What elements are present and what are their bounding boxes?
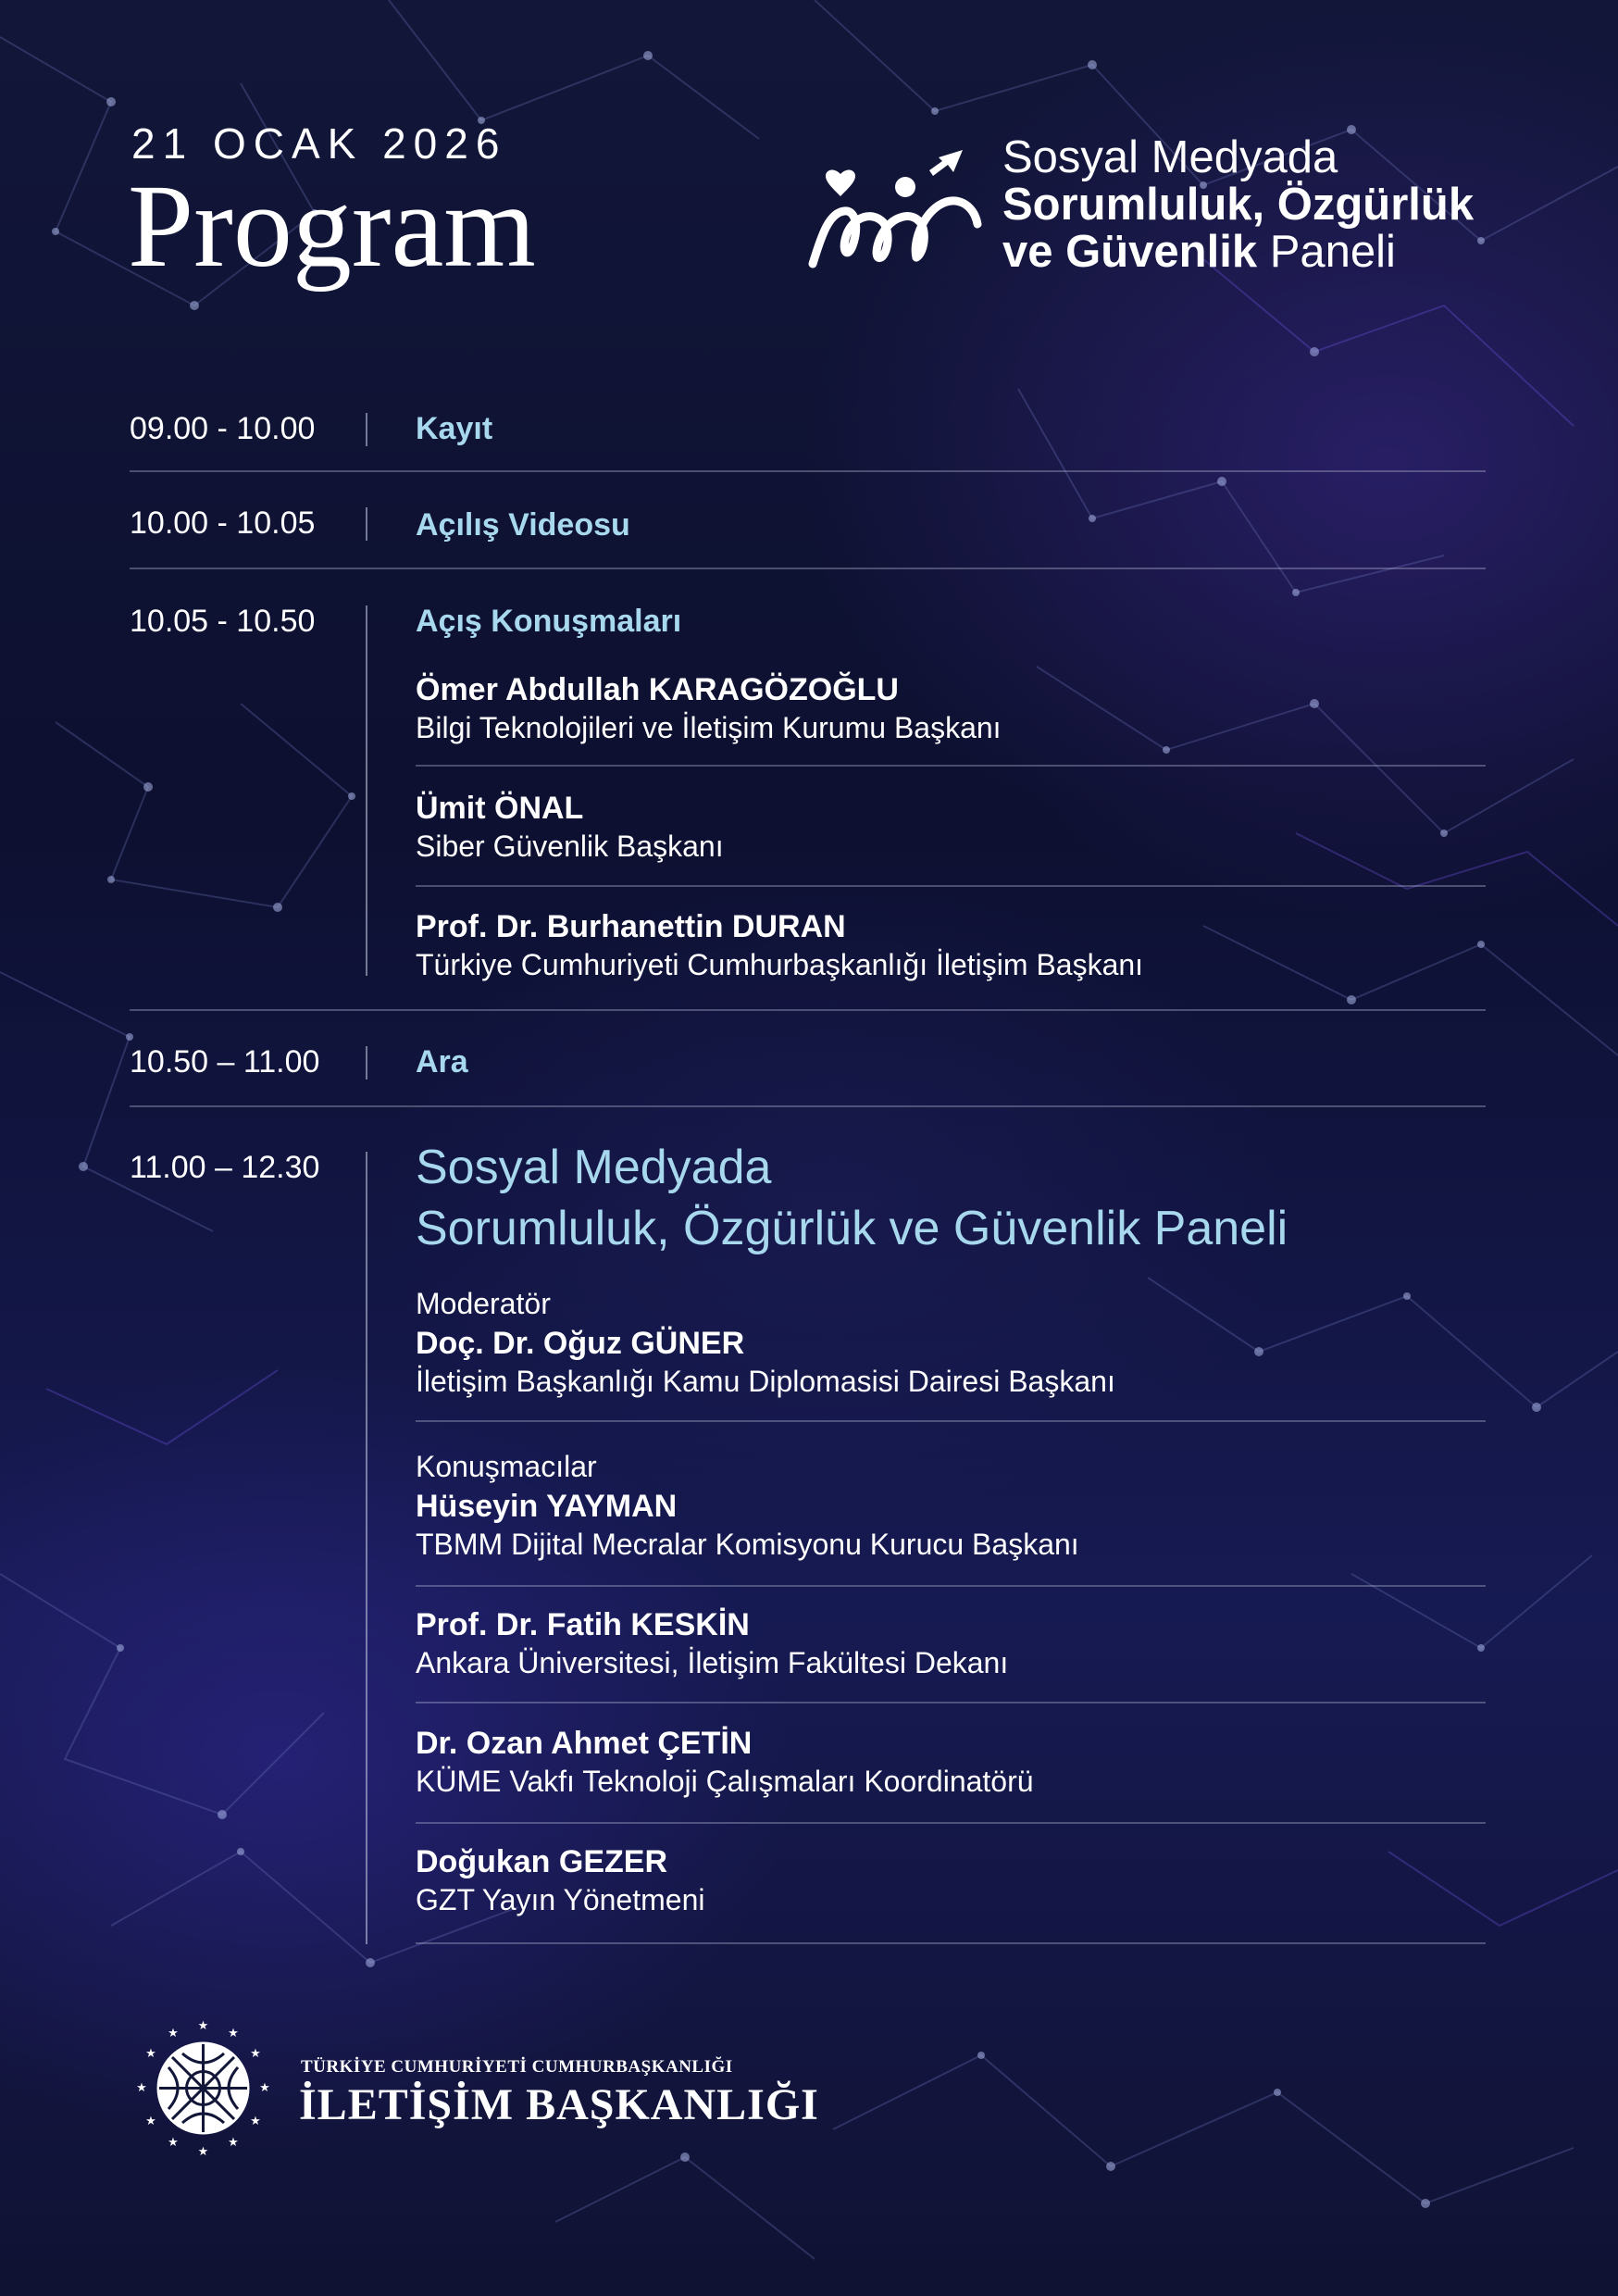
svg-text:★: ★	[168, 2136, 179, 2150]
speaker-name: Prof. Dr. Fatih KESKİN	[416, 1607, 750, 1642]
session-divider	[366, 605, 367, 976]
logo-line-3-light: Paneli	[1269, 227, 1396, 277]
session-time-kayit: 09.00 - 10.00	[130, 411, 316, 446]
speaker-rule	[416, 1822, 1486, 1824]
speaker-rule	[416, 765, 1486, 767]
section-rule	[130, 1105, 1486, 1107]
speaker-role: Türkiye Cumhuriyeti Cumhurbaşkanlığı İletişim Başkanı	[416, 948, 1144, 981]
speaker-name: Ömer Abdullah KARAGÖZOĞLU	[416, 672, 899, 707]
speaker-role: Siber Güvenlik Başkanı	[416, 830, 724, 863]
svg-text:★: ★	[197, 2145, 209, 2159]
speaker-role: GZT Yayın Yönetmeni	[416, 1883, 705, 1916]
svg-text:★: ★	[145, 2115, 156, 2128]
session-divider	[366, 1152, 367, 1944]
iletisim-emblem-icon	[131, 2016, 275, 2160]
session-time-konusmalar: 10.05 - 10.50	[130, 604, 316, 639]
svg-text:★: ★	[250, 2115, 261, 2128]
speaker-name: Prof. Dr. Burhanettin DURAN	[416, 909, 846, 944]
session-time-acilis: 10.00 - 10.05	[130, 505, 316, 541]
svg-text:★: ★	[228, 2027, 239, 2040]
speaker-role: KÜME Vakfı Teknoloji Çalışmaları Koordinatörü	[416, 1765, 1034, 1798]
section-rule	[130, 1009, 1486, 1011]
moderator-role: İletişim Başkanlığı Kamu Diplomasisi Dairesi Başkanı	[416, 1365, 1115, 1398]
speaker-rule	[416, 1942, 1486, 1944]
session-title-kayit: Kayıt	[416, 411, 493, 446]
session-divider	[366, 413, 367, 446]
event-date: 21 OCAK 2026	[131, 119, 507, 168]
speaker-name: Hüseyin YAYMAN	[416, 1489, 678, 1524]
speaker-rule	[416, 1702, 1486, 1703]
logo-line-3-bold: ve Güvenlik	[1002, 227, 1258, 277]
logo-line-2: Sorumluluk, Özgürlük	[1002, 180, 1475, 230]
section-rule	[130, 470, 1486, 472]
speaker-rule	[416, 1420, 1486, 1422]
svg-text:★: ★	[168, 2027, 179, 2040]
moderator-heading: Moderatör	[416, 1287, 551, 1320]
section-rule	[130, 568, 1486, 569]
page-title: Program	[128, 160, 536, 292]
panel-title-line-2: Sorumluluk, Özgürlük ve Güvenlik Paneli	[416, 1202, 1288, 1255]
session-title-konusmalar: Açış Konuşmaları	[416, 604, 682, 639]
panel-logo-text	[1002, 134, 1474, 276]
session-divider	[366, 507, 367, 541]
logo-line-3	[1002, 229, 1474, 276]
speaker-role: TBMM Dijital Mecralar Komisyonu Kurucu Başkanı	[416, 1528, 1079, 1561]
svg-text:★: ★	[228, 2136, 239, 2150]
footer-org-title: İLETİŞİM BAŞKANLIĞI	[299, 2080, 819, 2129]
speaker-name: Ümit ÖNAL	[416, 791, 584, 826]
session-time-ara: 10.50 – 11.00	[130, 1044, 320, 1079]
panel-title-line-1: Sosyal Medyada	[416, 1141, 772, 1194]
svg-text:★: ★	[136, 2081, 147, 2095]
session-divider	[366, 1046, 367, 1079]
speaker-name: Dr. Ozan Ahmet ÇETİN	[416, 1726, 753, 1761]
session-title-acilis: Açılış Videosu	[416, 507, 630, 543]
speakers-heading: Konuşmacılar	[416, 1450, 597, 1483]
moderator-name: Doç. Dr. Oğuz GÜNER	[416, 1326, 745, 1361]
session-time-panel: 11.00 – 12.30	[130, 1150, 320, 1185]
session-title-ara: Ara	[416, 1044, 468, 1079]
speaker-rule	[416, 1585, 1486, 1587]
logo-line-1: Sosyal Medyada	[1002, 132, 1338, 182]
panel-logo-icon	[803, 139, 989, 278]
speaker-role: Bilgi Teknolojileri ve İletişim Kurumu Başkanı	[416, 711, 1002, 744]
speaker-name: Doğukan GEZER	[416, 1844, 668, 1879]
svg-text:★: ★	[197, 2019, 209, 2033]
svg-text:★: ★	[259, 2081, 270, 2095]
speaker-role: Ankara Üniversitesi, İletişim Fakültesi Dekanı	[416, 1646, 1009, 1679]
svg-text:★: ★	[250, 2047, 261, 2061]
footer-org-subtitle: TÜRKİYE CUMHURİYETİ CUMHURBAŞKANLIĞI	[301, 2057, 733, 2077]
speaker-rule	[416, 885, 1486, 887]
svg-text:★: ★	[145, 2047, 156, 2061]
